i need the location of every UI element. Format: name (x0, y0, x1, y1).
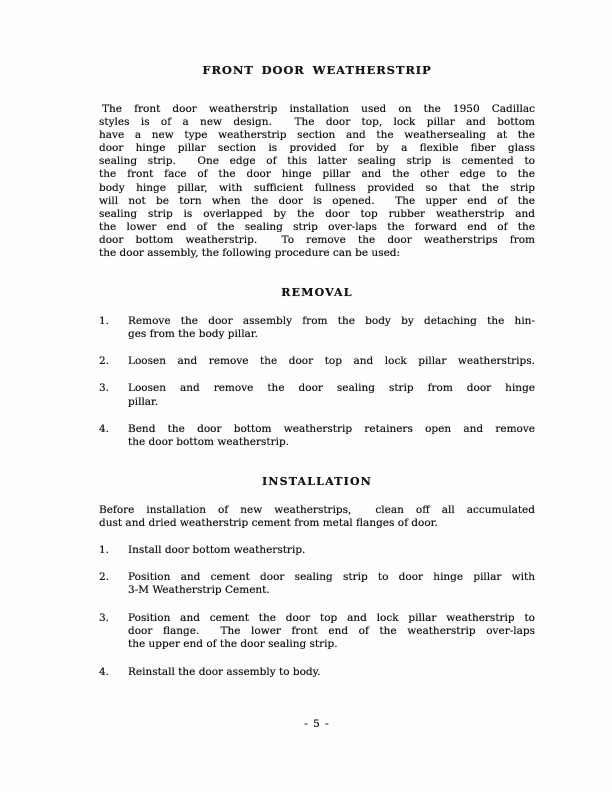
step-number: 1. (99, 315, 110, 328)
list-item (99, 666, 535, 679)
step-text (128, 612, 535, 651)
text-line: Position and cement the door top and lock pillar weatherstrip to (128, 612, 535, 625)
text-line: Loosen and remove the door top and lock pillar weatherstrips. (128, 355, 535, 368)
installation-steps-list (99, 544, 535, 679)
text-line: Before installation of new weatherstrips, clean off all accumulated (99, 503, 535, 516)
text-line: sealing strip. One edge of this latter sealing strip is cemented to (99, 155, 535, 168)
text-line: will not be torn when the door is opened. The upper end of the (99, 194, 535, 207)
text-line: Remove the door assembly from the body by detaching the hin- (128, 315, 535, 328)
step-text (128, 571, 535, 597)
step-text (128, 315, 535, 341)
text-line: pillar. (128, 395, 159, 408)
text-line: the lower end of the sealing strip over-laps the forward end of the (99, 220, 535, 233)
list-item (99, 544, 535, 557)
text-line: the front face of the door hinge pillar and the other edge to the (99, 168, 535, 181)
text-line: the door bottom weatherstrip. (128, 435, 290, 448)
list-item (99, 315, 535, 341)
intro-paragraph (99, 103, 535, 260)
text-line: Install door bottom weatherstrip. (128, 543, 306, 556)
text-line: the door assembly, the following procedure can be used: (99, 247, 401, 260)
text-line: 3-M Weatherstrip Cement. (128, 584, 270, 597)
text-line: door bottom weatherstrip. To remove the door weatherstrips from (99, 233, 535, 246)
text-line: Reinstall the door assembly to body. (128, 665, 321, 678)
step-text (128, 666, 535, 679)
text-line: styles is of a new design. The door top, lock pillar and bottom (99, 116, 535, 129)
removal-steps-list (99, 315, 535, 449)
step-number: 2. (99, 571, 110, 584)
step-text (128, 382, 535, 408)
step-number: 3. (99, 612, 110, 625)
text-line: ges from the body pillar. (128, 328, 259, 341)
page-number: - 5 - (304, 717, 330, 730)
step-number: 2. (99, 355, 110, 368)
text-line: dust and dried weatherstrip cement from metal flanges of door. (99, 516, 438, 529)
text-line: have a new type weatherstrip section and the weathersealing at the (99, 129, 535, 142)
list-item (99, 571, 535, 597)
text-line: Position and cement door sealing strip to door hinge pillar with (128, 571, 535, 584)
list-item (99, 355, 535, 368)
page-content (99, 0, 535, 731)
text-line: sealing strip is overlapped by the door top rubber weatherstrip and (99, 207, 535, 220)
section-heading-removal: REMOVAL (281, 286, 353, 300)
step-text (128, 423, 535, 449)
text-line: Loosen and remove the door sealing strip from door hinge (128, 382, 535, 395)
text-line: door hinge pillar section is provided for by a flexible fiber glass (99, 142, 535, 155)
step-number: 4. (99, 422, 110, 435)
page-title: FRONT DOOR WEATHERSTRIP (202, 63, 432, 77)
step-text (128, 544, 535, 557)
text-line: The front door weatherstrip installation used on the 1950 Cadillac (102, 103, 535, 115)
text-line: the upper end of the door sealing strip. (128, 638, 338, 651)
text-line: Bend the door bottom weatherstrip retainers open and remove (128, 422, 535, 435)
section-heading-installation: INSTALLATION (261, 474, 373, 488)
step-number: 4. (99, 665, 110, 678)
list-item (99, 423, 535, 449)
text-line: door flange. The lower front end of the weatherstrip over-laps (128, 625, 535, 638)
text-line: body hinge pillar, with sufficient fullness provided so that the strip (99, 181, 535, 194)
installation-intro-paragraph (99, 504, 535, 530)
list-item (99, 382, 535, 408)
list-item (99, 612, 535, 651)
step-number: 3. (99, 382, 110, 395)
step-text (128, 355, 535, 368)
step-number: 1. (99, 543, 110, 556)
